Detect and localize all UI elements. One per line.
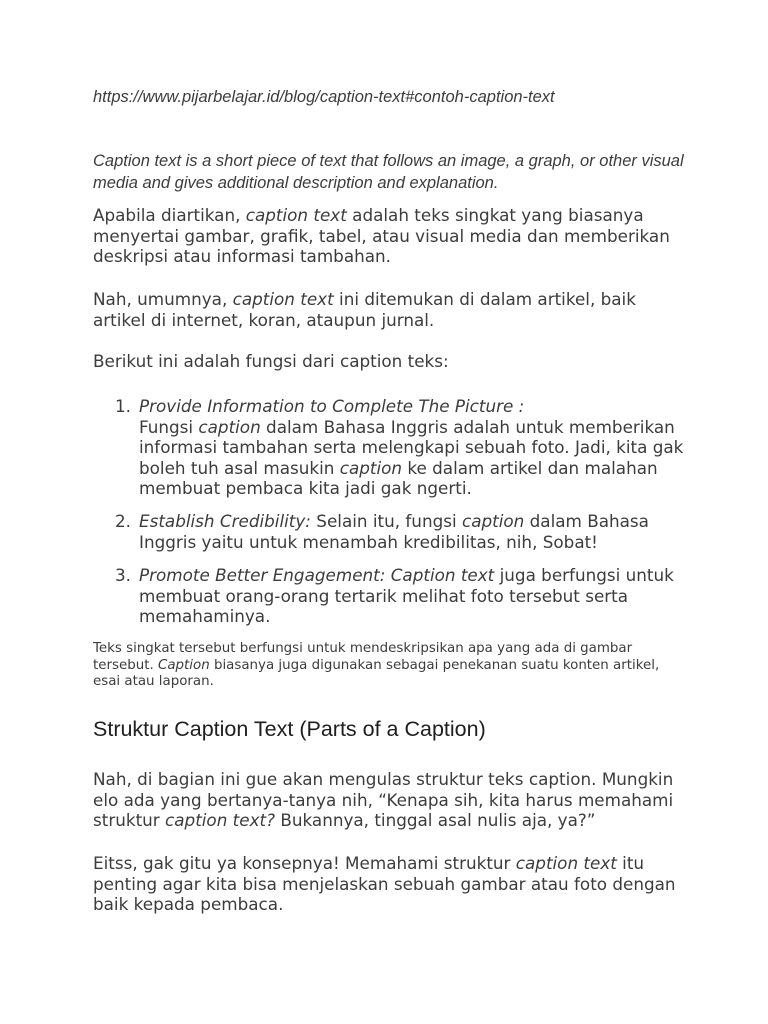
- list-number: 2.: [115, 511, 132, 531]
- p1-text-b: adalah teks singkat yang biasanya menyertai gambar, grafik, tabel, atau visual media dan memberikan deskripsi atau informasi tambahan.: [93, 205, 670, 266]
- paragraph-functions-intro: Berikut ini adalah fungsi dari caption teks:: [93, 351, 449, 371]
- p5-text-a: Eitss, gak gitu ya konsepnya! Memahami struktur: [93, 853, 516, 873]
- small-text-a: Teks singkat tersebut berfungsi untuk mendeskripsikan apa yang ada di gambar tersebut.: [93, 641, 633, 673]
- list-item-emphasis: caption: [198, 416, 261, 437]
- list-item: [93, 396, 693, 499]
- list-number: 1.: [115, 396, 132, 416]
- paragraph-definition: [93, 205, 693, 267]
- list-item: [93, 565, 693, 627]
- list-number: 3.: [115, 565, 132, 585]
- list-item-title: Establish Credibility:: [139, 511, 311, 531]
- intro-paragraph: Caption text is a short piece of text that follows an image, a graph, or other visual media and gives additional description and explanation.: [93, 152, 684, 192]
- p1-text-a: Apabila diartikan,: [93, 205, 246, 225]
- source-url: https://www.pijarbelajar.id/blog/caption-text#contoh-caption-text: [93, 88, 555, 106]
- list-item-title: Provide Information to Complete The Picture :: [139, 396, 525, 416]
- small-note: [93, 641, 683, 691]
- paragraph-usage: [93, 289, 693, 330]
- p5-emphasis: caption text: [515, 853, 617, 873]
- list-item-text: Fungsi: [139, 416, 199, 437]
- list-item-text: Selain itu, fungsi: [310, 511, 462, 531]
- section-heading: Struktur Caption Text (Parts of a Caption): [93, 717, 486, 741]
- list-item-emphasis: caption: [461, 511, 525, 531]
- p4-emphasis: caption text?: [165, 810, 275, 830]
- p2-emphasis: caption text: [232, 289, 334, 309]
- p1-emphasis: caption text: [245, 205, 347, 225]
- paragraph-structure: [93, 769, 693, 831]
- list-item-title: Promote Better Engagement: Caption text: [139, 565, 495, 585]
- p4-text-b: Bukannya, tinggal asal nulis aja, ya?”: [275, 810, 596, 830]
- p5-text-b: itu penting agar kita bisa menjelaskan sebuah gambar atau foto dengan baik kepada pembaca.: [93, 853, 676, 914]
- paragraph-concept: [93, 853, 693, 915]
- list-item-emphasis: caption: [339, 457, 403, 478]
- list-item: [93, 511, 693, 552]
- small-text-b: biasanya juga digunakan sebagai penekanan suatu konten artikel, esai atau laporan.: [93, 657, 660, 689]
- p4-text-a: Nah, di bagian ini gue akan mengulas struktur teks caption. Mungkin elo ada yang bertanya-tanya nih, “Kenapa sih, kita harus memahami struktur: [93, 769, 674, 830]
- list-item-text: ke dalam artikel dan malahan membuat pembaca kita jadi gak ngerti.: [139, 457, 658, 498]
- small-emphasis: Caption: [157, 657, 210, 673]
- list-item-text: juga berfungsi untuk membuat orang-orang tertarik melihat foto tersebut serta memahaminya.: [139, 565, 674, 626]
- p2-text-b: ini ditemukan di dalam artikel, baik artikel di internet, koran, ataupun jurnal.: [93, 289, 636, 330]
- list-item-text: dalam Bahasa Inggris adalah untuk memberikan informasi tambahan serta melengkapi sebuah foto. Jadi, kita gak boleh tuh asal masukin: [139, 416, 684, 478]
- p2-text-a: Nah, umumnya,: [93, 289, 233, 309]
- list-item-text: dalam Bahasa Inggris yaitu untuk menambah kredibilitas, nih, Sobat!: [139, 511, 649, 552]
